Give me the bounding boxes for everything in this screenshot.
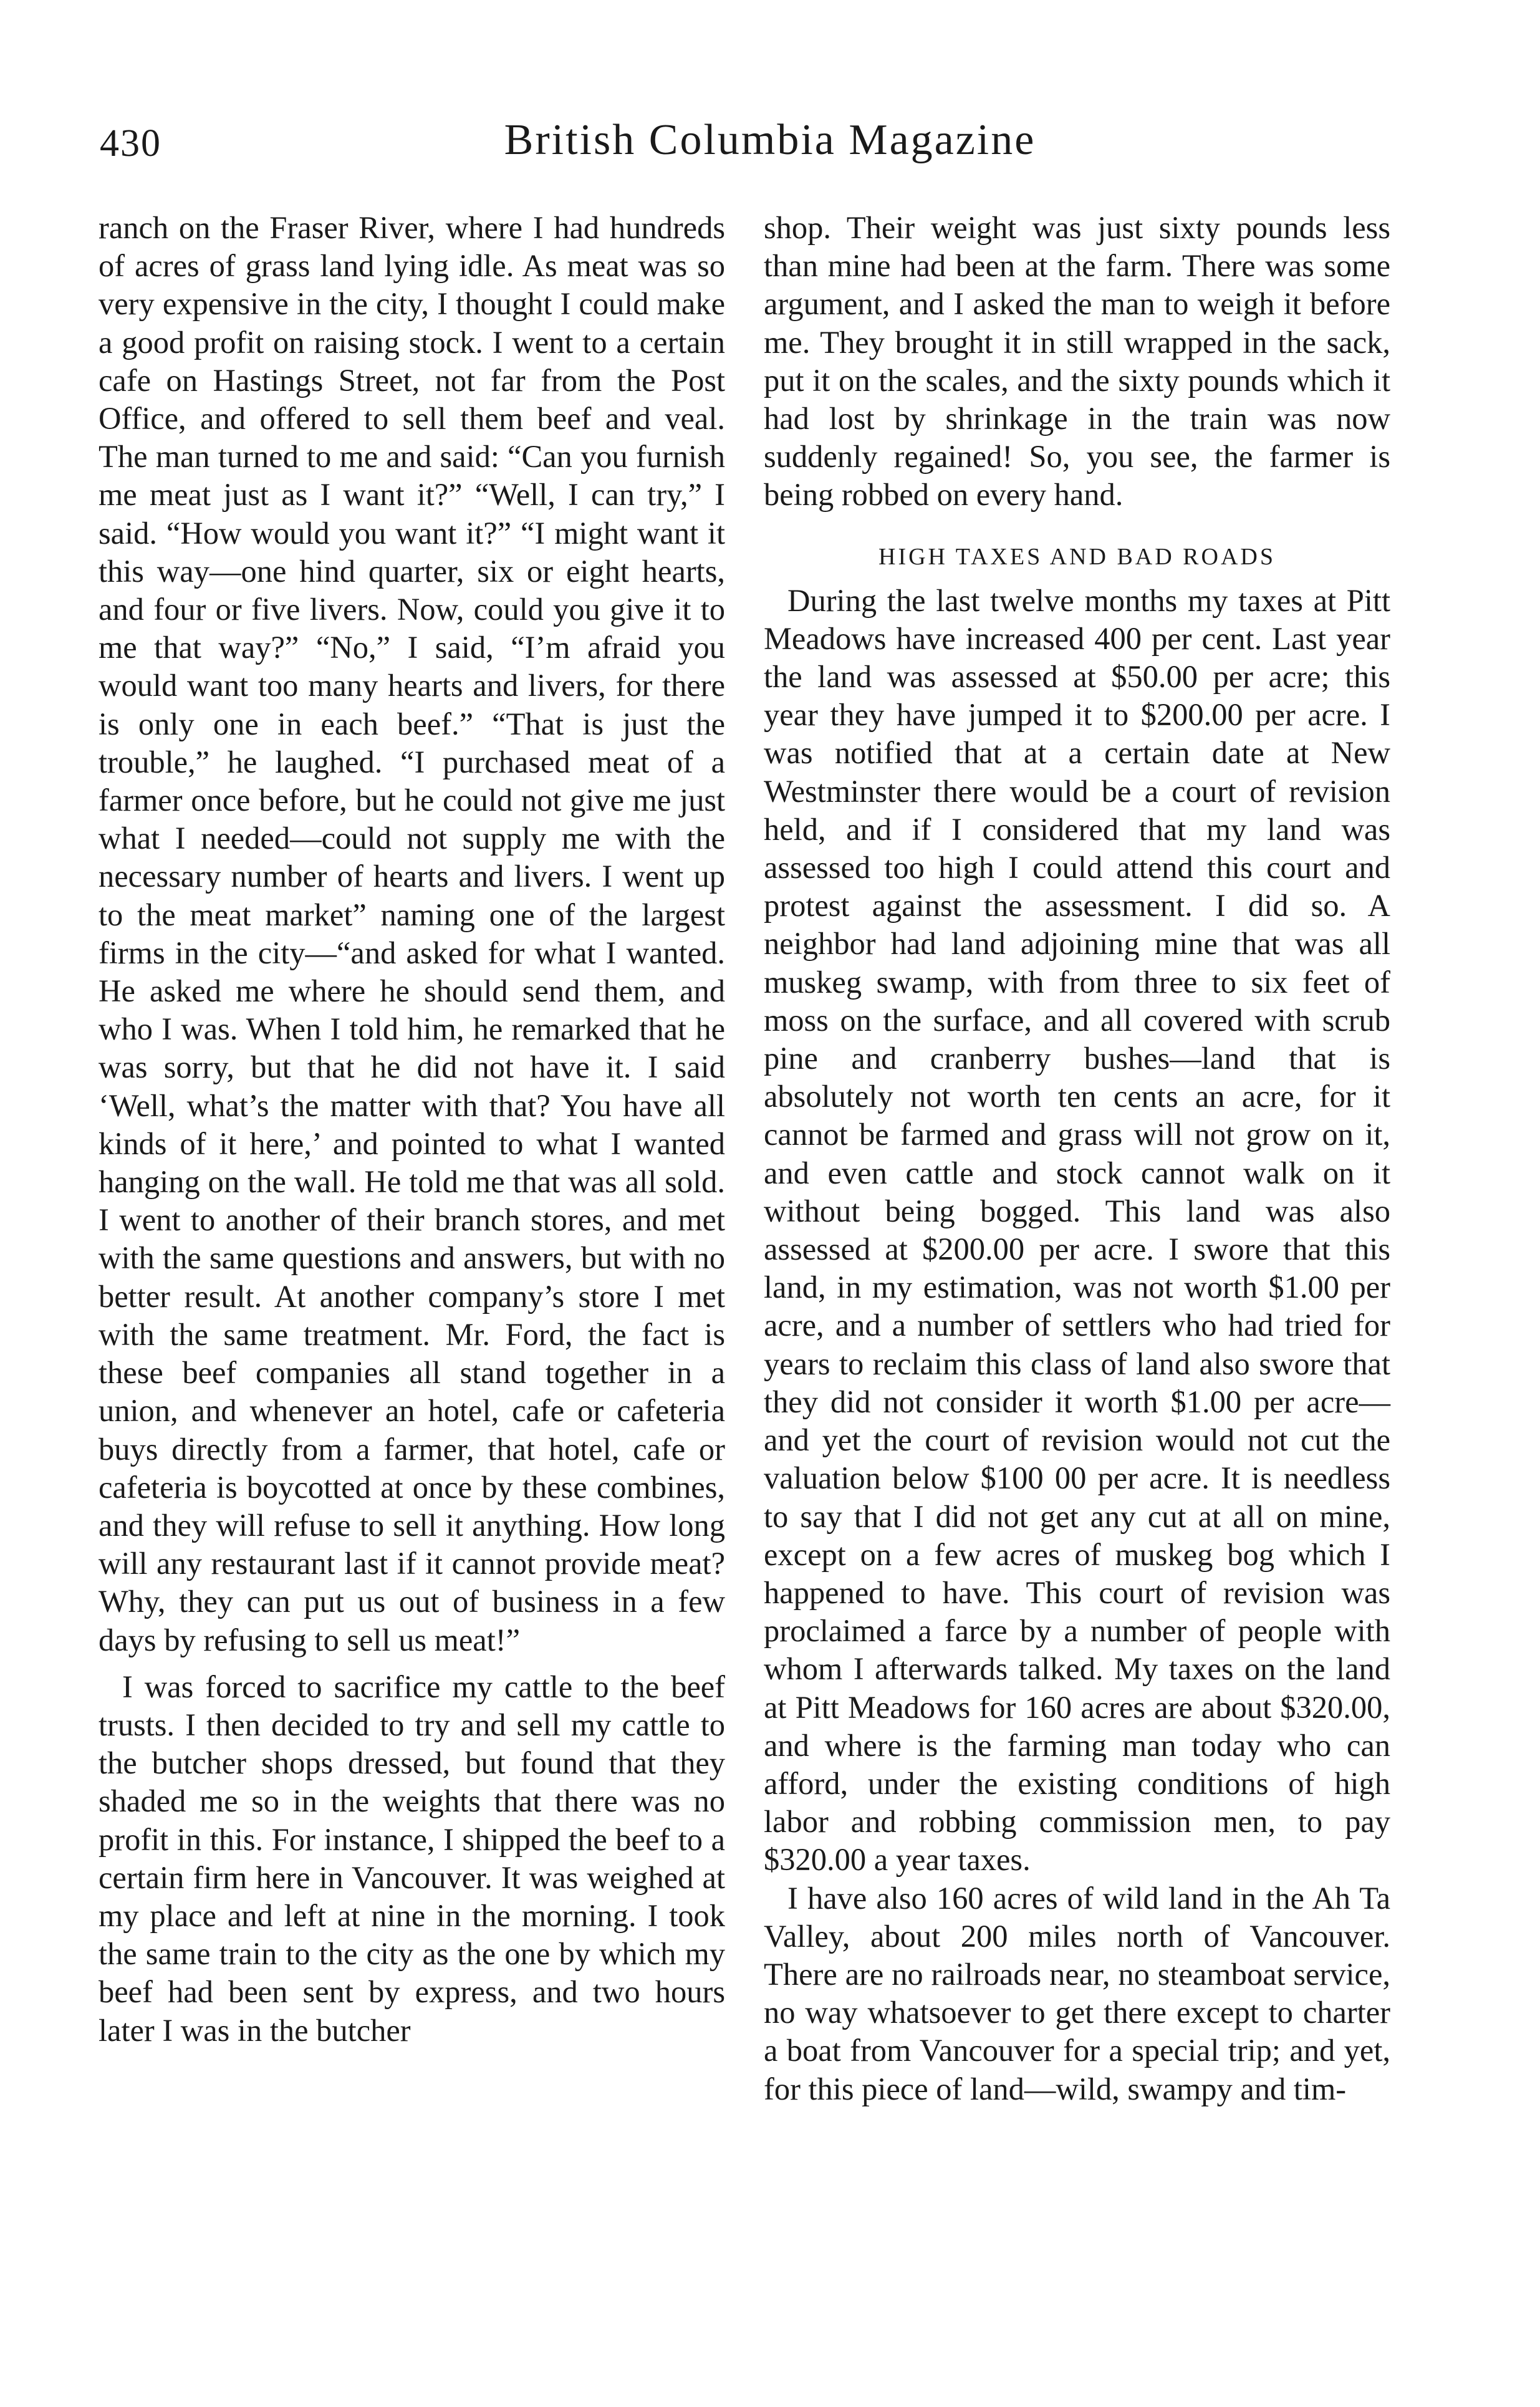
page-number: 430 [100, 122, 161, 165]
right-paragraph-1: shop. Their weight was just sixty pounds less than mine had been at the farm. There was some argument, and I asked the man to weigh it before me. They brought it in still wrapped in the sack, put it on the scales, and the sixty pounds which it had lost by shrinkage in the train was now suddenly regained! So, you see, the farmer is being robbed on every hand. [764, 210, 1390, 513]
magazine-title: British Columbia Magazine [504, 116, 1036, 164]
left-column [99, 209, 725, 2050]
right-paragraph-3: I have also 160 acres of wild land in the Ah Ta Valley, about 200 miles north of Vancouver. There are no railroads near, no steamboat service, no way whatsoever to get there except to charter a boat from Vancouver for a special trip; and yet, for this piece of land—wild, swampy and tim- [764, 1880, 1390, 2106]
left-paragraph-1: ranch on the Fraser River, where I had hundreds of acres of grass land lying idle. As meat was so very expensive in the city, I thought I could make a good profit on raising stock. I went to a certain cafe on Hastings Street, not far from the Post Office, and offered to sell them beef and veal. The man turned to me and said: “Can you furnish me meat just as I want it?” “Well, I can try,” I said. “How would you want it?” “I might want it this way—one hind quarter, six or eight hearts, and four or five livers. Now, could you give it to me that way?” “No,” I said, “I’m afraid you would want too many hearts and livers, for there is only one in each beef.” “That is just the trouble,” he laughed. “I purchased meat of a farmer once before, but he could not give me just what I needed—could not supply me with the necessary number of hearts and livers. I went up to the meat market” naming one of the largest firms in the city—“and asked for what I wanted. He asked me where he should send them, and who I was. When I told him, he remarked that he was sorry, but that he did not have it. I said ‘Well, what’s the matter with that? You have all kinds of it here,’ and pointed to what I wanted hanging on the wall. He told me that was all sold. I went to another of their branch stores, and met with the same questions and answers, but with no better result. At another company’s store I met with the same treatment. Mr. Ford, the fact is these beef companies all stand together in a union, and whenever an hotel, cafe or cafeteria buys directly from a farmer, that hotel, cafe or cafeteria is boycotted at once by these combines, and they will refuse to sell it anything. How long will any restaurant last if it cannot provide meat? Why, they can put us out of business in a few days by refusing to sell us meat!” [99, 210, 725, 1657]
running-head [94, 115, 1446, 178]
right-paragraph-2: During the last twelve months my taxes at Pitt Meadows have increased 400 per cent. Last year the land was assessed at $50.00 per acre; this year they have jumped it to $200.00 per acre. I was notified that at a certain date at New Westminster there would be a court of revision held, and if I considered that my land was assessed too high I could attend this court and protest against the assessment. I did so. A neighbor had land adjoining mine that was all muskeg swamp, with from three to six feet of moss on the surface, and all covered with scrub pine and cranberry bushes—land that is absolutely not worth ten cents an acre, for it cannot be farmed and grass will not grow on it, and even cattle and stock cannot walk on it without being bogged. This land was also assessed at $200.00 per acre. I swore that this land, in my estimation, was not worth $1.00 per acre, and a number of settlers who had tried for years to reclaim this class of land also swore that they did not consider it worth $1.00 per acre—and yet the court of revision would not cut the valuation below $100 00 per acre. It is needless to say that I did not get any cut at all on mine, except on a few acres of muskeg bog which I happened to have. This court of revision was proclaimed a farce by a number of people with whom I afterwards talked. My taxes on the land at Pitt Meadows for 160 acres are about $320.00, and where is the farming man today who can afford, under the existing conditions of high labor and robbing commission men, to pay $320.00 a year taxes. [764, 582, 1390, 1878]
right-column [764, 209, 1390, 2108]
section-heading: HIGH TAXES AND BAD ROADS [878, 543, 1276, 570]
left-paragraph-2: I was forced to sacrifice my cattle to the beef trusts. I then decided to try and sell my cattle to the butcher shops dressed, but found that they shaded me so in the weights that there was no profit in this. For instance, I shipped the beef to a certain firm here in Vancouver. It was weighed at my place and left at nine in the morning. I took the same train to the city as the one by which my beef had been sent by express, and two hours later I was in the butcher [99, 1669, 725, 2048]
